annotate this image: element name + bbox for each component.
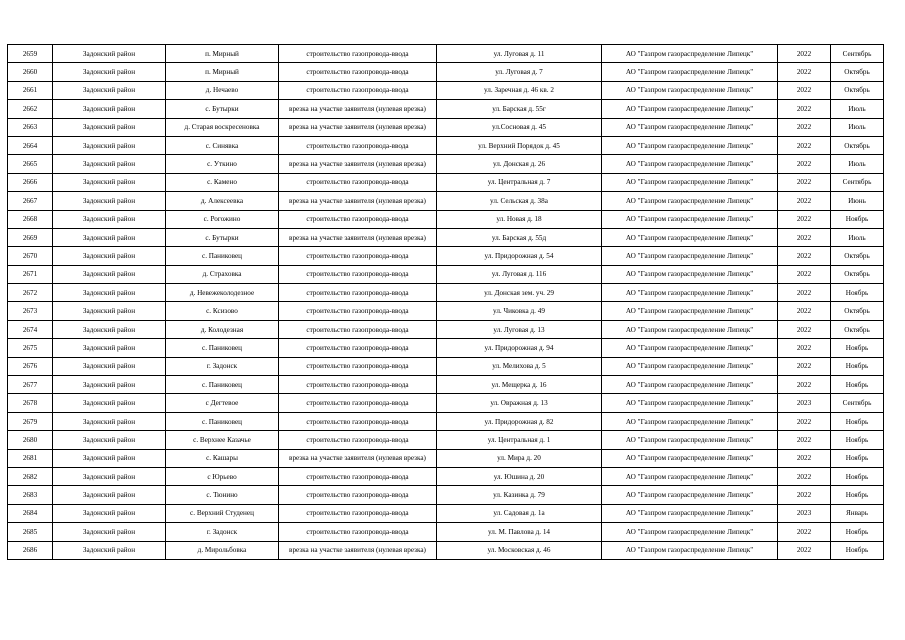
cell-year: 2022 xyxy=(778,192,831,210)
cell-organization: АО "Газпром газораспределение Липецк" xyxy=(602,339,778,357)
cell-address: ул. М. Павлова д. 14 xyxy=(437,523,602,541)
table-row xyxy=(8,265,884,283)
cell-row-number: 2663 xyxy=(8,118,53,136)
cell-year: 2022 xyxy=(778,284,831,302)
table-row xyxy=(8,467,884,485)
cell-address: ул. Барская д. 55г xyxy=(437,100,602,118)
cell-year: 2022 xyxy=(778,376,831,394)
cell-organization: АО "Газпром газораспределение Липецк" xyxy=(602,541,778,559)
table-row xyxy=(8,155,884,173)
cell-address: ул. Мира д. 20 xyxy=(437,449,602,467)
cell-locality: с. Паниковец xyxy=(166,376,279,394)
cell-year: 2022 xyxy=(778,302,831,320)
cell-work-type: строительство газопровода-ввода xyxy=(279,284,437,302)
cell-year: 2022 xyxy=(778,45,831,63)
cell-row-number: 2681 xyxy=(8,449,53,467)
cell-locality: с. Верхнее Казачье xyxy=(166,431,279,449)
cell-locality: с Дегтевое xyxy=(166,394,279,412)
table-row xyxy=(8,523,884,541)
cell-organization: АО "Газпром газораспределение Липецк" xyxy=(602,486,778,504)
cell-district: Задонский район xyxy=(53,210,166,228)
cell-month: Июль xyxy=(831,100,884,118)
cell-row-number: 2675 xyxy=(8,339,53,357)
cell-year: 2022 xyxy=(778,265,831,283)
cell-locality: с. Паниковец xyxy=(166,247,279,265)
table-row xyxy=(8,81,884,99)
table-row xyxy=(8,173,884,191)
cell-work-type: строительство газопровода-ввода xyxy=(279,412,437,430)
table-row xyxy=(8,100,884,118)
cell-district: Задонский район xyxy=(53,155,166,173)
cell-locality: п. Мирный xyxy=(166,45,279,63)
cell-year: 2022 xyxy=(778,523,831,541)
cell-month: Ноябрь xyxy=(831,523,884,541)
cell-month: Июль xyxy=(831,228,884,246)
cell-row-number: 2672 xyxy=(8,284,53,302)
cell-row-number: 2664 xyxy=(8,136,53,154)
cell-month: Ноябрь xyxy=(831,541,884,559)
cell-district: Задонский район xyxy=(53,302,166,320)
cell-organization: АО "Газпром газораспределение Липецк" xyxy=(602,431,778,449)
cell-year: 2022 xyxy=(778,412,831,430)
cell-district: Задонский район xyxy=(53,523,166,541)
cell-row-number: 2661 xyxy=(8,81,53,99)
cell-locality: с. Кашары xyxy=(166,449,279,467)
cell-year: 2022 xyxy=(778,100,831,118)
table-row xyxy=(8,339,884,357)
cell-row-number: 2677 xyxy=(8,376,53,394)
cell-address: ул. Донская зем. уч. 29 xyxy=(437,284,602,302)
cell-row-number: 2662 xyxy=(8,100,53,118)
cell-month: Ноябрь xyxy=(831,486,884,504)
cell-locality: д. Старая воскресеновка xyxy=(166,118,279,136)
cell-locality: с. Ксизово xyxy=(166,302,279,320)
cell-year: 2022 xyxy=(778,173,831,191)
cell-year: 2022 xyxy=(778,486,831,504)
cell-row-number: 2670 xyxy=(8,247,53,265)
table-row xyxy=(8,504,884,522)
cell-work-type: строительство газопровода-ввода xyxy=(279,247,437,265)
cell-month: Октябрь xyxy=(831,265,884,283)
table-row xyxy=(8,394,884,412)
cell-district: Задонский район xyxy=(53,228,166,246)
cell-year: 2022 xyxy=(778,63,831,81)
cell-organization: АО "Газпром газораспределение Липецк" xyxy=(602,412,778,430)
cell-month: Июль xyxy=(831,118,884,136)
cell-work-type: строительство газопровода-ввода xyxy=(279,523,437,541)
cell-organization: АО "Газпром газораспределение Липецк" xyxy=(602,504,778,522)
cell-work-type: строительство газопровода-ввода xyxy=(279,467,437,485)
cell-month: Октябрь xyxy=(831,63,884,81)
cell-district: Задонский район xyxy=(53,100,166,118)
cell-district: Задонский район xyxy=(53,284,166,302)
cell-work-type: строительство газопровода-ввода xyxy=(279,63,437,81)
table-row xyxy=(8,376,884,394)
cell-work-type: строительство газопровода-ввода xyxy=(279,320,437,338)
cell-address: ул. Луговая д. 116 xyxy=(437,265,602,283)
cell-work-type: строительство газопровода-ввода xyxy=(279,302,437,320)
cell-address: ул. Центральная д. 1 xyxy=(437,431,602,449)
cell-row-number: 2667 xyxy=(8,192,53,210)
cell-district: Задонский район xyxy=(53,136,166,154)
cell-row-number: 2660 xyxy=(8,63,53,81)
cell-row-number: 2671 xyxy=(8,265,53,283)
cell-address: ул. Придорожная д. 94 xyxy=(437,339,602,357)
cell-locality: д. Мирольбовка xyxy=(166,541,279,559)
cell-organization: АО "Газпром газораспределение Липецк" xyxy=(602,523,778,541)
cell-address: ул.Сосновая д. 45 xyxy=(437,118,602,136)
cell-work-type: строительство газопровода-ввода xyxy=(279,136,437,154)
document-page xyxy=(7,44,883,560)
cell-year: 2022 xyxy=(778,118,831,136)
cell-locality: с Юрьево xyxy=(166,467,279,485)
cell-district: Задонский район xyxy=(53,320,166,338)
cell-month: Октябрь xyxy=(831,247,884,265)
cell-month: Ноябрь xyxy=(831,284,884,302)
cell-row-number: 2682 xyxy=(8,467,53,485)
cell-month: Январь xyxy=(831,504,884,522)
cell-district: Задонский район xyxy=(53,412,166,430)
cell-address: ул. Луговая д. 7 xyxy=(437,63,602,81)
cell-work-type: врезка на участке заявителя (нулевая врезка) xyxy=(279,192,437,210)
cell-organization: АО "Газпром газораспределение Липецк" xyxy=(602,449,778,467)
cell-work-type: врезка на участке заявителя (нулевая врезка) xyxy=(279,449,437,467)
cell-year: 2022 xyxy=(778,228,831,246)
cell-row-number: 2686 xyxy=(8,541,53,559)
cell-organization: АО "Газпром газораспределение Липецк" xyxy=(602,467,778,485)
cell-locality: д. Страховка xyxy=(166,265,279,283)
table-row xyxy=(8,63,884,81)
cell-work-type: врезка на участке заявителя (нулевая врезка) xyxy=(279,155,437,173)
cell-month: Ноябрь xyxy=(831,412,884,430)
table-row xyxy=(8,431,884,449)
table-row xyxy=(8,136,884,154)
cell-locality: с. Бутырки xyxy=(166,100,279,118)
cell-address: ул. Чиковка д. 49 xyxy=(437,302,602,320)
cell-organization: АО "Газпром газораспределение Липецк" xyxy=(602,100,778,118)
cell-work-type: строительство газопровода-ввода xyxy=(279,357,437,375)
cell-district: Задонский район xyxy=(53,339,166,357)
cell-organization: АО "Газпром газораспределение Липецк" xyxy=(602,357,778,375)
cell-address: ул. Луговая д. 11 xyxy=(437,45,602,63)
table-row xyxy=(8,210,884,228)
cell-row-number: 2683 xyxy=(8,486,53,504)
cell-year: 2022 xyxy=(778,136,831,154)
cell-locality: п. Мирный xyxy=(166,63,279,81)
cell-district: Задонский район xyxy=(53,486,166,504)
table-row xyxy=(8,192,884,210)
cell-district: Задонский район xyxy=(53,376,166,394)
cell-work-type: строительство газопровода-ввода xyxy=(279,376,437,394)
cell-work-type: строительство газопровода-ввода xyxy=(279,504,437,522)
cell-row-number: 2680 xyxy=(8,431,53,449)
cell-month: Октябрь xyxy=(831,81,884,99)
cell-locality: с. Тюнино xyxy=(166,486,279,504)
cell-locality: с. Уткино xyxy=(166,155,279,173)
cell-address: ул. Барская д. 55д xyxy=(437,228,602,246)
cell-locality: с. Паниковец xyxy=(166,339,279,357)
cell-work-type: строительство газопровода-ввода xyxy=(279,431,437,449)
cell-work-type: строительство газопровода-ввода xyxy=(279,173,437,191)
cell-month: Ноябрь xyxy=(831,339,884,357)
cell-row-number: 2668 xyxy=(8,210,53,228)
table-row xyxy=(8,412,884,430)
cell-work-type: врезка на участке заявителя (нулевая врезка) xyxy=(279,100,437,118)
cell-month: Июль xyxy=(831,155,884,173)
cell-organization: АО "Газпром газораспределение Липецк" xyxy=(602,302,778,320)
cell-month: Сентябрь xyxy=(831,394,884,412)
cell-organization: АО "Газпром газораспределение Липецк" xyxy=(602,63,778,81)
cell-district: Задонский район xyxy=(53,449,166,467)
cell-locality: с. Камено xyxy=(166,173,279,191)
cell-year: 2022 xyxy=(778,339,831,357)
cell-month: Ноябрь xyxy=(831,467,884,485)
cell-work-type: строительство газопровода-ввода xyxy=(279,45,437,63)
cell-district: Задонский район xyxy=(53,81,166,99)
table-row xyxy=(8,45,884,63)
cell-locality: с. Паниковец xyxy=(166,412,279,430)
cell-work-type: строительство газопровода-ввода xyxy=(279,486,437,504)
cell-organization: АО "Газпром газораспределение Липецк" xyxy=(602,376,778,394)
cell-work-type: строительство газопровода-ввода xyxy=(279,339,437,357)
cell-district: Задонский район xyxy=(53,504,166,522)
table-row xyxy=(8,320,884,338)
cell-work-type: строительство газопровода-ввода xyxy=(279,81,437,99)
cell-organization: АО "Газпром газораспределение Липецк" xyxy=(602,173,778,191)
cell-address: ул. Садовая д. 1а xyxy=(437,504,602,522)
table-row xyxy=(8,449,884,467)
cell-work-type: врезка на участке заявителя (нулевая врезка) xyxy=(279,228,437,246)
cell-work-type: строительство газопровода-ввода xyxy=(279,265,437,283)
cell-year: 2022 xyxy=(778,81,831,99)
cell-address: ул. Луговая д. 13 xyxy=(437,320,602,338)
cell-address: ул. Придорожная д. 54 xyxy=(437,247,602,265)
cell-year: 2022 xyxy=(778,541,831,559)
cell-year: 2022 xyxy=(778,449,831,467)
cell-district: Задонский район xyxy=(53,118,166,136)
cell-locality: с. Синявка xyxy=(166,136,279,154)
cell-month: Сентябрь xyxy=(831,45,884,63)
cell-district: Задонский район xyxy=(53,394,166,412)
cell-address: ул. Мелихова д. 5 xyxy=(437,357,602,375)
cell-month: Ноябрь xyxy=(831,376,884,394)
cell-address: ул. Московская д. 46 xyxy=(437,541,602,559)
cell-district: Задонский район xyxy=(53,357,166,375)
cell-work-type: врезка на участке заявителя (нулевая врезка) xyxy=(279,118,437,136)
cell-address: ул. Придорожная д. 82 xyxy=(437,412,602,430)
cell-district: Задонский район xyxy=(53,431,166,449)
cell-year: 2022 xyxy=(778,357,831,375)
table-body xyxy=(8,45,884,560)
cell-year: 2022 xyxy=(778,210,831,228)
cell-organization: АО "Газпром газораспределение Липецк" xyxy=(602,394,778,412)
cell-month: Ноябрь xyxy=(831,210,884,228)
cell-month: Сентябрь xyxy=(831,173,884,191)
cell-year: 2022 xyxy=(778,431,831,449)
cell-locality: д. Колодезная xyxy=(166,320,279,338)
table-row xyxy=(8,357,884,375)
table-row xyxy=(8,486,884,504)
table-row xyxy=(8,247,884,265)
cell-row-number: 2674 xyxy=(8,320,53,338)
cell-month: Ноябрь xyxy=(831,449,884,467)
cell-year: 2022 xyxy=(778,320,831,338)
cell-locality: д. Невежеколодезное xyxy=(166,284,279,302)
cell-year: 2022 xyxy=(778,467,831,485)
cell-organization: АО "Газпром газораспределение Липецк" xyxy=(602,155,778,173)
cell-organization: АО "Газпром газораспределение Липецк" xyxy=(602,284,778,302)
cell-month: Ноябрь xyxy=(831,357,884,375)
cell-address: ул. Донская д. 26 xyxy=(437,155,602,173)
cell-district: Задонский район xyxy=(53,247,166,265)
cell-address: ул. Казинка д. 79 xyxy=(437,486,602,504)
cell-locality: г. Задонск xyxy=(166,523,279,541)
cell-address: ул. Юшина д. 20 xyxy=(437,467,602,485)
cell-district: Задонский район xyxy=(53,541,166,559)
cell-row-number: 2665 xyxy=(8,155,53,173)
cell-locality: г. Задонск xyxy=(166,357,279,375)
cell-locality: с. Бутырки xyxy=(166,228,279,246)
gas-connection-table xyxy=(7,44,884,560)
cell-address: ул. Центральная д. 7 xyxy=(437,173,602,191)
cell-organization: АО "Газпром газораспределение Липецк" xyxy=(602,228,778,246)
cell-year: 2023 xyxy=(778,394,831,412)
cell-address: ул. Мещерка д. 16 xyxy=(437,376,602,394)
cell-district: Задонский район xyxy=(53,63,166,81)
cell-locality: д. Нечаево xyxy=(166,81,279,99)
cell-district: Задонский район xyxy=(53,45,166,63)
cell-row-number: 2678 xyxy=(8,394,53,412)
cell-organization: АО "Газпром газораспределение Липецк" xyxy=(602,265,778,283)
cell-address: ул. Новая д. 18 xyxy=(437,210,602,228)
table-row xyxy=(8,541,884,559)
table-row xyxy=(8,228,884,246)
cell-month: Октябрь xyxy=(831,302,884,320)
cell-organization: АО "Газпром газораспределение Липецк" xyxy=(602,81,778,99)
cell-row-number: 2676 xyxy=(8,357,53,375)
cell-work-type: строительство газопровода-ввода xyxy=(279,394,437,412)
cell-district: Задонский район xyxy=(53,192,166,210)
cell-row-number: 2684 xyxy=(8,504,53,522)
cell-locality: с. Верхний Студенец xyxy=(166,504,279,522)
cell-locality: д. Алексеевка xyxy=(166,192,279,210)
cell-address: ул. Заречная д. 46 кв. 2 xyxy=(437,81,602,99)
cell-year: 2023 xyxy=(778,504,831,522)
table-row xyxy=(8,118,884,136)
cell-month: Ноябрь xyxy=(831,431,884,449)
cell-work-type: строительство газопровода-ввода xyxy=(279,210,437,228)
cell-row-number: 2673 xyxy=(8,302,53,320)
cell-year: 2022 xyxy=(778,155,831,173)
cell-month: Октябрь xyxy=(831,136,884,154)
cell-year: 2022 xyxy=(778,247,831,265)
cell-row-number: 2679 xyxy=(8,412,53,430)
cell-row-number: 2685 xyxy=(8,523,53,541)
table-row xyxy=(8,284,884,302)
cell-organization: АО "Газпром газораспределение Липецк" xyxy=(602,210,778,228)
cell-row-number: 2666 xyxy=(8,173,53,191)
cell-district: Задонский район xyxy=(53,467,166,485)
cell-locality: с. Рогожино xyxy=(166,210,279,228)
cell-organization: АО "Газпром газораспределение Липецк" xyxy=(602,320,778,338)
cell-district: Задонский район xyxy=(53,265,166,283)
cell-organization: АО "Газпром газораспределение Липецк" xyxy=(602,136,778,154)
cell-district: Задонский район xyxy=(53,173,166,191)
cell-row-number: 2659 xyxy=(8,45,53,63)
cell-address: ул. Сельская д. 38а xyxy=(437,192,602,210)
cell-organization: АО "Газпром газораспределение Липецк" xyxy=(602,118,778,136)
cell-month: Октябрь xyxy=(831,320,884,338)
cell-address: ул. Овражная д. 13 xyxy=(437,394,602,412)
cell-address: ул. Верхний Порядок д. 45 xyxy=(437,136,602,154)
cell-organization: АО "Газпром газораспределение Липецк" xyxy=(602,45,778,63)
cell-work-type: врезка на участке заявителя (нулевая врезка) xyxy=(279,541,437,559)
cell-organization: АО "Газпром газораспределение Липецк" xyxy=(602,192,778,210)
cell-row-number: 2669 xyxy=(8,228,53,246)
table-row xyxy=(8,302,884,320)
cell-organization: АО "Газпром газораспределение Липецк" xyxy=(602,247,778,265)
cell-month: Июнь xyxy=(831,192,884,210)
